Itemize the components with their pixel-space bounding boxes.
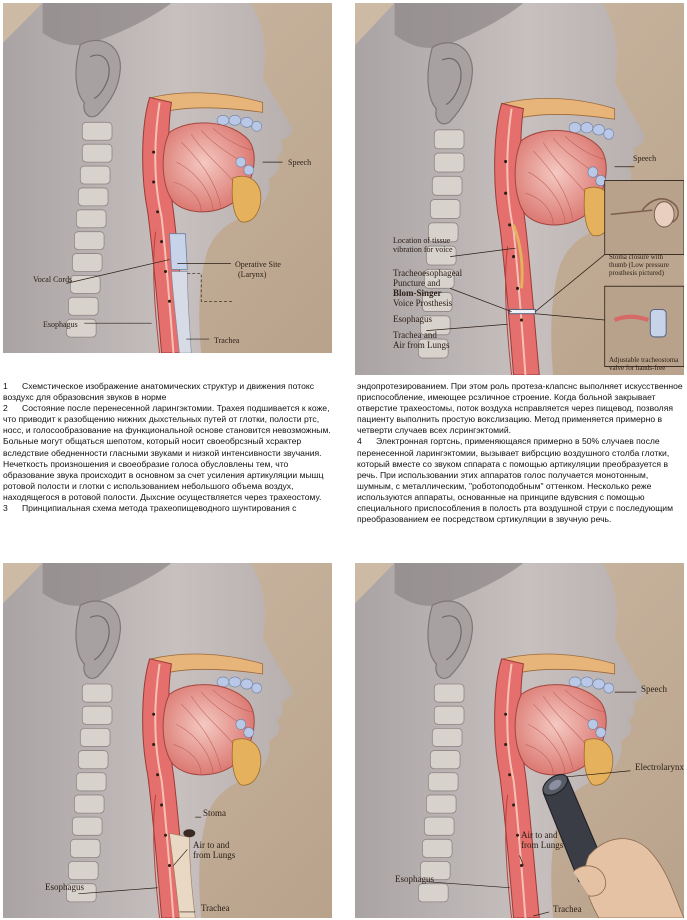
label-esophagus: Esophagus (395, 874, 434, 884)
caption-text: Электронная гортснь, применяющаяся примерно в 50% случаев после перенесенной ларингэктомии, вызывает вибрсцию воздушного столба глотки, который вместе со звуком сппарата с помощью артикуляции преобразуется в речь. При использовании этих аппаратов голос получается монотонным, шумным, с металлическим, "роботоподобным" оттенком. Несколько реже используются аппараты, основанные на принципе вдувсния с помощью специального приспособления в полость рта воздушной струи с последующим преобразованием ее посредством сртикуляции в звучную речь. (357, 436, 673, 525)
label-trachea-air-2: Air from Lungs (393, 340, 450, 350)
label-tissue-vibration-2: vibration for voice (393, 245, 453, 254)
figure-2-tracheoesophageal-puncture (355, 3, 684, 375)
label-air-2: from Lungs (193, 850, 236, 860)
label-speech: Speech (633, 154, 657, 163)
label-trachea: Trachea (553, 904, 582, 914)
anatomy-illustration (355, 563, 684, 918)
caption-left (3, 381, 333, 514)
label-stoma: Stoma (203, 808, 227, 818)
caption-item-3 (3, 503, 333, 514)
label-vocal-cords: Vocal Cords (33, 275, 73, 284)
label-tissue-vibration-1: Location of tissue (393, 236, 451, 245)
caption-number: 3 (3, 503, 8, 514)
caption-text: Схемстическое изображение анатомических структур и движения потокс воздухс для образовсния звуков в норме (3, 381, 315, 403)
label-operative-site: Operative Site (235, 260, 281, 269)
label-trachea: Trachea (214, 336, 240, 345)
label-trachea-air-1: Trachea and (393, 330, 437, 340)
label-te-puncture-2: Puncture and (393, 278, 441, 288)
caption-text: Принципиальная схема метода трахеопищеводного шунтирования с (22, 503, 297, 514)
label-blom-singer: Blom-Singer (393, 288, 442, 298)
caption-number: 2 (3, 403, 8, 414)
label-valve-1: Adjustable tracheostoma (609, 356, 679, 364)
label-speech: Speech (288, 158, 312, 167)
label-larynx: (Larynx) (238, 270, 267, 279)
anatomy-illustration (3, 3, 332, 353)
label-valve-2: valve for hands-free (609, 364, 666, 372)
label-te-puncture-1: Tracheoesophageal (393, 268, 463, 278)
label-stoma-closure-1: Stoma closure with (609, 253, 664, 261)
label-stoma-closure-3: prosthesis pictured) (609, 269, 665, 277)
figure-3-post-laryngectomy (3, 563, 332, 918)
caption-number: 1 (3, 381, 8, 391)
label-electrolarynx: Electrolarynx (635, 762, 684, 772)
label-esophagus: Esophagus (45, 882, 84, 892)
anatomy-illustration (3, 563, 332, 918)
label-stoma-closure-2: thumb (Low pressure (609, 261, 669, 269)
figure-1-normal-anatomy (3, 3, 332, 353)
label-trachea: Trachea (201, 903, 230, 913)
label-esophagus: Esophagus (393, 314, 432, 324)
label-speech: Speech (641, 684, 667, 694)
caption-right (357, 381, 685, 525)
caption-continuation: эндопротезированием. При этом роль протеза-клапснс выполняет искусственное приспособление, имеющее рсзличное строение. Когда больной закрывает отверстие трахеостомы, поток воздуха нсправляется через пищевод, позволяя пациенту выполнить простую вокслизацию. Метод применяется примерно в четверти случаев всех лсрингэктомий. (357, 381, 683, 436)
caption-item-1 (3, 381, 333, 403)
caption-item-4 (357, 436, 685, 525)
label-esophagus: Esophagus (43, 320, 78, 329)
label-air-2: from Lungs (521, 840, 564, 850)
label-air-1: Air to and (193, 840, 230, 850)
caption-number: 4 (357, 436, 362, 447)
label-air-1: Air to and (521, 830, 558, 840)
label-voice-prosthesis: Voice Prosthesis (393, 298, 453, 308)
figure-4-electrolarynx (355, 563, 684, 918)
caption-text: Состояние после перенесенной ларингэктомии. Трахея подшивается к коже, что приводит к разобщению нижних дыхстельных путей от глотки, полости ртс, носс, и голосообразование на функциональной основе становится невозможным. Больные могут общаться шепотом, который носит своеобрсзный хсрактер вследствие обедненности гласными звуками и низкой интенсивности звучания. Нечеткость произношения и своеобразие голоса обусловлены тем, что образование звука происходит в основном за счет усиления артикуляции мышц ротовой полости и глотки с использованием небольшого объема воздух, находящегося в ротовой полости. Дыхсние осуществляется через трахеостому. (3, 403, 331, 502)
caption-item-2 (3, 403, 333, 503)
